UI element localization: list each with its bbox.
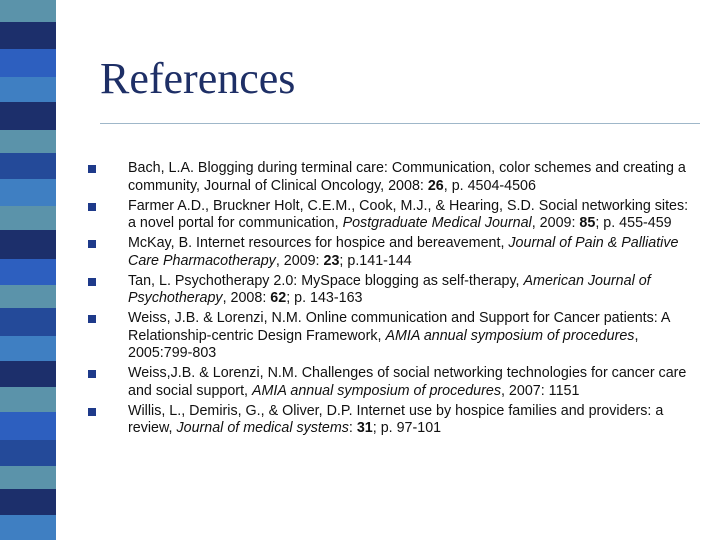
square-bullet-icon (88, 278, 96, 286)
reference-item (88, 403, 698, 438)
reference-journal: Journal of medical systems (176, 420, 349, 436)
slide-title: References (100, 54, 296, 103)
reference-year: , 2009: (275, 252, 324, 269)
reference-item (88, 198, 698, 233)
reference-pages: ; p. 455-459 (595, 215, 672, 231)
square-bullet-icon (88, 315, 96, 323)
reference-text: McKay, B. Internet resources for hospice and bereavement, (128, 235, 509, 251)
square-bullet-icon (88, 370, 96, 378)
reference-text: Willis, L., Demiris, G., & Oliver, D.P. Internet use by hospice families and providers: a review, (128, 402, 664, 436)
reference-year: , 2008: (222, 290, 271, 306)
reference-item (88, 160, 698, 195)
reference-pages: ; p. 97-101 (372, 420, 442, 436)
reference-journal: AMIA annual symposium of procedures (251, 382, 501, 399)
reference-text: Tan, L. Psychotherapy 2.0: MySpace blogging as self-therapy, (128, 272, 524, 289)
reference-journal: American Journal of Psychotherapy (128, 272, 651, 306)
reference-year: : (348, 420, 357, 436)
reference-item (88, 273, 698, 308)
reference-text: Bach, L.A. Blogging during terminal care: Communication, color schemes and creating a community, Journal of Clinical Oncology, 2008: (128, 160, 686, 194)
reference-volume: 26 (427, 177, 444, 194)
square-bullet-icon (88, 408, 96, 416)
reference-volume: 31 (356, 420, 373, 436)
reference-volume: 23 (323, 252, 340, 269)
reference-pages: ; p.141-144 (339, 252, 412, 269)
reference-pages: , 2007: 1151 (500, 382, 580, 399)
reference-text: Weiss,J.B. & Lorenzi, N.M. Challenges of social networking technologies for cancer care and social support, (128, 365, 687, 399)
reference-journal: Postgraduate Medical Journal (342, 215, 532, 231)
reference-pages: , 2005:799-803 (128, 327, 639, 361)
reference-text: Weiss, J.B. & Lorenzi, N.M. Online communication and Support for Cancer patients: A Relationship-centric Design Framework, (128, 310, 670, 344)
reference-pages: , p. 4504-4506 (443, 177, 536, 194)
square-bullet-icon (88, 240, 96, 248)
reference-text: Farmer A.D., Bruckner Holt, C.E.M., Cook, M.J., & Hearing, S.D. Social networking sites: a novel portal for communication, (128, 197, 689, 231)
reference-volume: 62 (270, 290, 287, 306)
reference-journal: AMIA annual symposium of procedures (385, 327, 635, 344)
reference-year: , 2009: (531, 215, 580, 231)
square-bullet-icon (88, 203, 96, 211)
reference-journal: Journal of Pain & Palliative Care Pharmacotherapy (128, 235, 679, 269)
reference-volume: 85 (579, 215, 596, 231)
reference-pages: ; p. 143-163 (286, 290, 363, 306)
decorative-side-bar (0, 0, 56, 540)
reference-list (88, 160, 698, 440)
reference-item (88, 365, 698, 400)
square-bullet-icon (88, 165, 96, 173)
reference-item (88, 310, 698, 363)
reference-item (88, 235, 698, 270)
title-divider (100, 123, 700, 124)
